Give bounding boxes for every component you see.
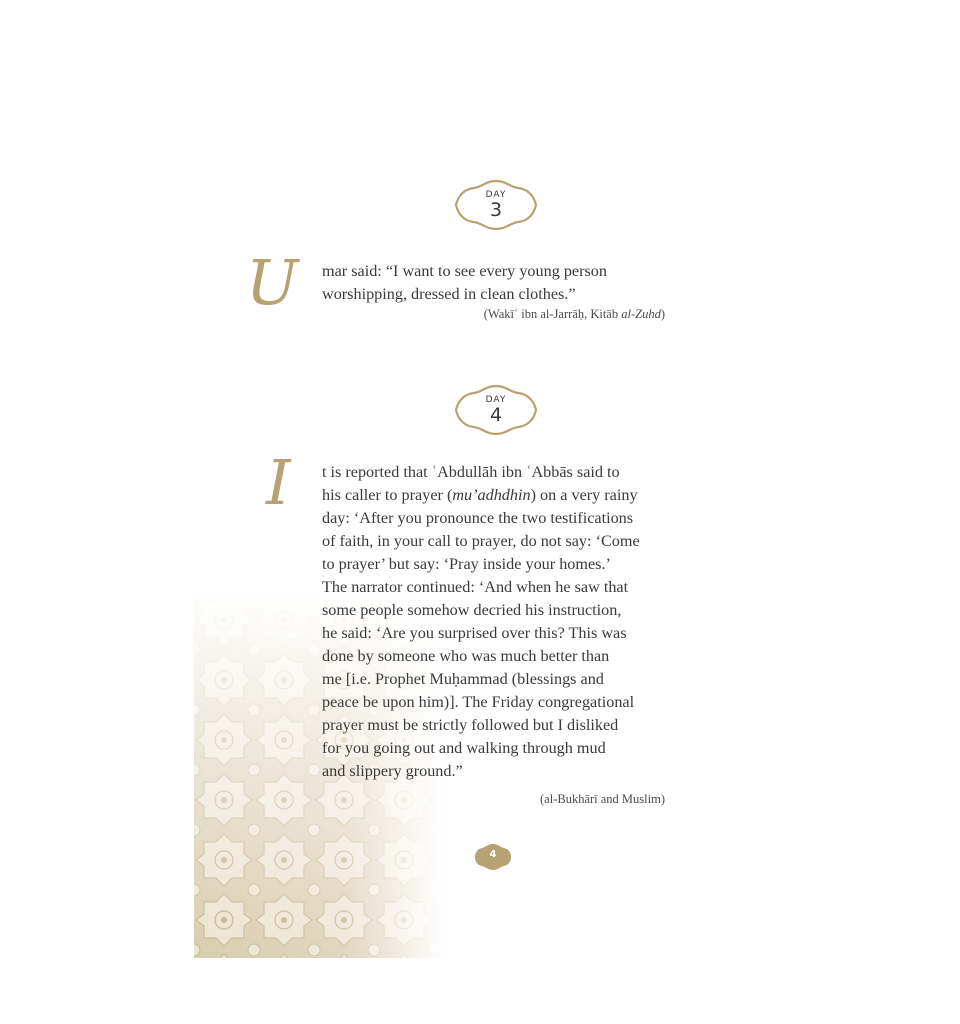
- hadith-paragraph: [322, 260, 607, 306]
- italic-term: mu’adhdhin: [452, 486, 531, 504]
- source-citation: [484, 307, 665, 322]
- day-badge: [454, 178, 538, 232]
- source-text-end: ): [660, 307, 665, 321]
- page-number: 4: [489, 849, 497, 860]
- day-badge: [454, 383, 538, 437]
- text-line: worshipping, dressed in clean clothes.”: [322, 285, 576, 303]
- text-line-end: ) on a very rainy: [530, 486, 638, 504]
- text-line: peace be upon him)]. The Friday congregational: [322, 693, 635, 711]
- day-label: DAY: [485, 190, 507, 200]
- source-text: (Wakīʿ ibn al-Jarrāḥ, Kitāb: [483, 307, 622, 321]
- text-line: [322, 484, 640, 507]
- text-line: of faith, in your call to prayer, do not say: ‘Come: [322, 532, 640, 550]
- text-line: he said: ‘Are you surprised over this? This was: [322, 624, 627, 642]
- page-number-badge: [474, 843, 512, 871]
- text-line: The narrator continued: ‘And when he saw that: [322, 578, 629, 596]
- text-line: some people somehow decried his instruction,: [322, 601, 622, 619]
- text-line: t is reported that ʿAbdullāh ibn ʿAbbās said to: [322, 463, 620, 481]
- text-line: done by someone who was much better than: [322, 647, 610, 665]
- day-number: 3: [489, 199, 503, 221]
- day-label: DAY: [485, 395, 507, 405]
- hadith-paragraph: [322, 461, 640, 783]
- text-line: mar said: “I want to see every young person: [322, 262, 607, 280]
- text-line: to prayer’ but say: ‘Pray inside your homes.’: [322, 555, 611, 573]
- text-line: day: ‘After you pronounce the two testifications: [322, 509, 634, 527]
- text-line-start: his caller to prayer (: [322, 486, 453, 504]
- source-book-title: al-Zuhd: [621, 307, 661, 321]
- source-citation: (al-Bukhārī and Muslim): [540, 792, 665, 806]
- drop-cap: I: [266, 446, 291, 519]
- text-line: prayer must be strictly followed but I disliked: [322, 716, 619, 734]
- text-line: me [i.e. Prophet Muḥammad (blessings and: [322, 670, 604, 688]
- drop-cap: U: [246, 246, 299, 319]
- text-line: and slippery ground.”: [322, 762, 463, 780]
- day-number: 4: [489, 404, 503, 426]
- text-line: for you going out and walking through mud: [322, 739, 606, 757]
